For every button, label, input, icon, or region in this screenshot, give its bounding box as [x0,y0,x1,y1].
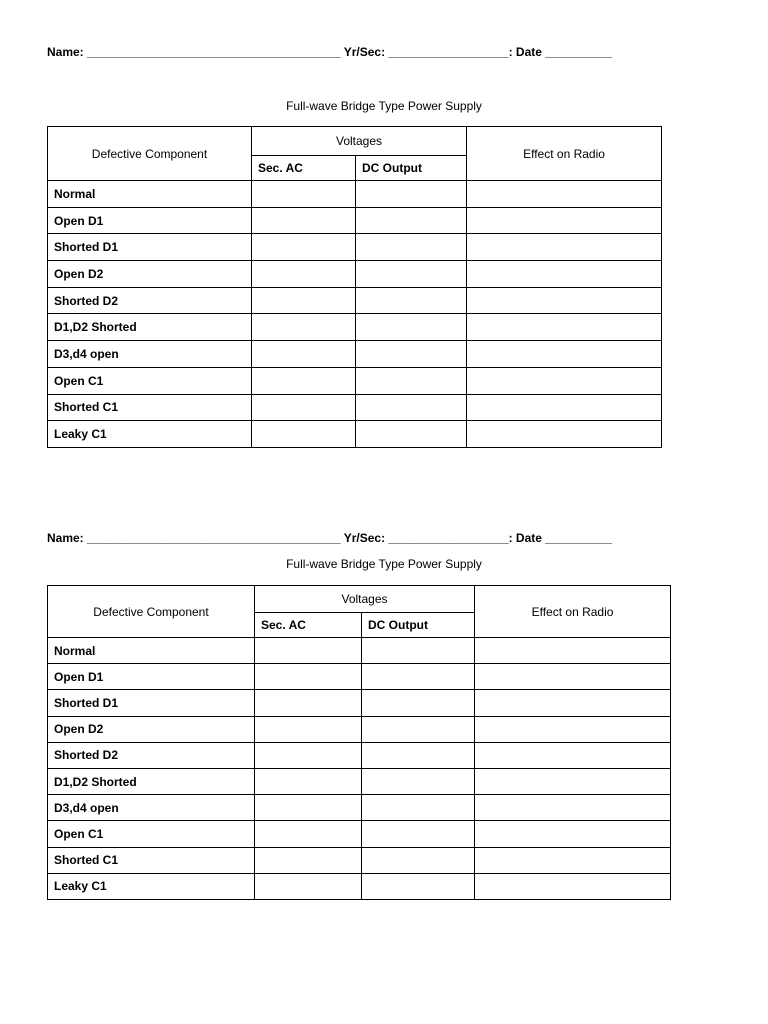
table-row [48,207,662,234]
dc-output-cell[interactable] [362,690,475,716]
header-sec-ac: Sec. AC [252,156,356,181]
header-dc-output: DC Output [362,613,475,638]
table-row [48,873,671,899]
effect-on-radio-cell[interactable] [467,287,662,314]
dc-output-cell[interactable] [356,421,467,448]
component-label: Shorted D1 [48,234,252,261]
form2-table [47,585,671,900]
dc-output-cell[interactable] [362,768,475,794]
name-field[interactable]: ______________________________________ [87,45,341,59]
effect-on-radio-cell[interactable] [467,181,662,208]
sec-ac-cell[interactable] [252,234,356,261]
yrsec-field[interactable]: __________________ [388,45,509,59]
table-row [48,690,671,716]
component-label: Open C1 [48,821,255,847]
dc-output-cell[interactable] [356,314,467,341]
component-label: Open D2 [48,716,255,742]
dc-output-cell[interactable] [362,742,475,768]
component-label: Shorted D2 [48,742,255,768]
component-label: Normal [48,638,255,664]
dc-output-cell[interactable] [356,234,467,261]
form1-table [47,126,662,448]
effect-on-radio-cell[interactable] [475,847,671,873]
date-label: : Date [508,45,546,59]
effect-on-radio-cell[interactable] [467,367,662,394]
header-voltages: Voltages [255,586,475,613]
yrsec-label: Yr/Sec: [340,531,389,545]
sec-ac-cell[interactable] [252,394,356,421]
table-row [48,821,671,847]
effect-on-radio-cell[interactable] [467,421,662,448]
component-label: D3,d4 open [48,341,252,368]
effect-on-radio-cell[interactable] [475,690,671,716]
dc-output-cell[interactable] [356,341,467,368]
name-label: Name: [47,531,88,545]
effect-on-radio-cell[interactable] [475,716,671,742]
effect-on-radio-cell[interactable] [467,261,662,288]
effect-on-radio-cell[interactable] [467,207,662,234]
dc-output-cell[interactable] [362,716,475,742]
dc-output-cell[interactable] [356,207,467,234]
dc-output-cell[interactable] [356,287,467,314]
component-label: Shorted D2 [48,287,252,314]
effect-on-radio-cell[interactable] [467,394,662,421]
component-label: Leaky C1 [48,421,252,448]
header-effect-on-radio: Effect on Radio [475,586,671,638]
dc-output-cell[interactable] [356,367,467,394]
header-voltages: Voltages [252,127,467,156]
dc-output-cell[interactable] [356,261,467,288]
sec-ac-cell[interactable] [255,690,362,716]
header-dc-output: DC Output [356,156,467,181]
component-label: Normal [48,181,252,208]
table-row [48,341,662,368]
effect-on-radio-cell[interactable] [467,341,662,368]
table-row [48,664,671,690]
table-row [48,394,662,421]
header-defective-component: Defective Component [48,586,255,638]
dc-output-cell[interactable] [362,847,475,873]
sec-ac-cell[interactable] [255,821,362,847]
table-row [48,716,671,742]
sec-ac-cell[interactable] [252,421,356,448]
sec-ac-cell[interactable] [255,795,362,821]
date-field[interactable]: __________ [545,45,613,59]
sec-ac-cell[interactable] [255,664,362,690]
header-effect-on-radio: Effect on Radio [467,127,662,181]
sec-ac-cell[interactable] [255,768,362,794]
component-label: Leaky C1 [48,873,255,899]
table-row [48,742,671,768]
yrsec-field[interactable]: __________________ [388,531,509,545]
effect-on-radio-cell[interactable] [475,795,671,821]
sec-ac-cell[interactable] [252,261,356,288]
form1-header-line [47,45,612,59]
form2-header-line [47,531,612,545]
effect-on-radio-cell[interactable] [475,821,671,847]
dc-output-cell[interactable] [362,638,475,664]
effect-on-radio-cell[interactable] [475,664,671,690]
sec-ac-cell[interactable] [252,367,356,394]
effect-on-radio-cell[interactable] [475,742,671,768]
component-label: D1,D2 Shorted [48,314,252,341]
table-row [48,638,671,664]
table-row [48,314,662,341]
table-row [48,795,671,821]
dc-output-cell[interactable] [362,795,475,821]
effect-on-radio-cell[interactable] [475,873,671,899]
component-label: D3,d4 open [48,795,255,821]
sec-ac-cell[interactable] [252,341,356,368]
header-defective-component: Defective Component [48,127,252,181]
form2-title: Full-wave Bridge Type Power Supply [286,557,482,571]
table-row [48,261,662,288]
sec-ac-cell[interactable] [255,873,362,899]
table-row [48,421,662,448]
form1-title: Full-wave Bridge Type Power Supply [286,99,482,113]
name-label: Name: [47,45,88,59]
component-label: D1,D2 Shorted [48,768,255,794]
sec-ac-cell[interactable] [252,314,356,341]
dc-output-cell[interactable] [356,394,467,421]
component-label: Open D1 [48,664,255,690]
table-row [48,287,662,314]
header-sec-ac: Sec. AC [255,613,362,638]
effect-on-radio-cell[interactable] [467,234,662,261]
date-field[interactable]: __________ [545,531,613,545]
effect-on-radio-cell[interactable] [475,638,671,664]
dc-output-cell[interactable] [362,821,475,847]
sec-ac-cell[interactable] [252,207,356,234]
sec-ac-cell[interactable] [255,847,362,873]
component-label: Open C1 [48,367,252,394]
dc-output-cell[interactable] [356,181,467,208]
sec-ac-cell[interactable] [252,287,356,314]
component-label: Open D2 [48,261,252,288]
component-label: Open D1 [48,207,252,234]
name-field[interactable]: ______________________________________ [87,531,341,545]
sec-ac-cell[interactable] [255,638,362,664]
table-row [48,768,671,794]
effect-on-radio-cell[interactable] [475,768,671,794]
table-row [48,367,662,394]
component-label: Shorted C1 [48,847,255,873]
component-label: Shorted D1 [48,690,255,716]
sec-ac-cell[interactable] [255,742,362,768]
dc-output-cell[interactable] [362,664,475,690]
table-row [48,847,671,873]
yrsec-label: Yr/Sec: [340,45,389,59]
table-row [48,181,662,208]
dc-output-cell[interactable] [362,873,475,899]
sec-ac-cell[interactable] [255,716,362,742]
effect-on-radio-cell[interactable] [467,314,662,341]
table-row [48,234,662,261]
component-label: Shorted C1 [48,394,252,421]
sec-ac-cell[interactable] [252,181,356,208]
date-label: : Date [508,531,546,545]
